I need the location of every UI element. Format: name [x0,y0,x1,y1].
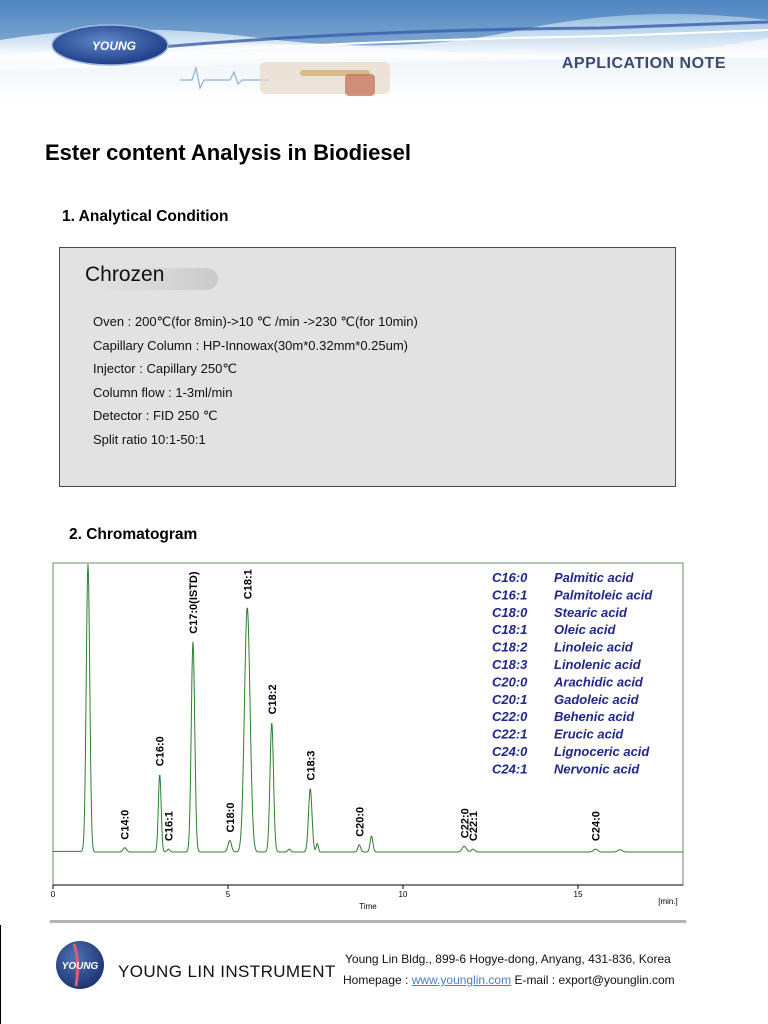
legend-name: Linolenic acid [554,657,641,672]
condition-column: Capillary Column : HP-Innowax(30m*0.32mm*0.25um) [93,337,409,353]
legend-name: Arachidic acid [554,674,643,690]
x-tick-label: 5 [225,890,231,899]
footer-logo-text: YOUNG [61,961,99,972]
legend-name: Linoleic acid [554,639,633,655]
condition-injector: Injector : Capillary 250℃ [93,361,237,376]
email-text: E-mail : export@younglin.com [514,973,675,987]
legend-code: C18:0 [492,604,528,620]
x-axis-label: Time [359,902,377,911]
legend-code: C24:1 [492,761,528,777]
x-tick-label: 0 [50,890,56,899]
peak-label: C17:0(ISTD) [188,571,200,634]
legend-name: Oleic acid [554,622,616,638]
legend-code: C18:1 [492,622,528,638]
condition-column-flow: Column flow : 1-3ml/min [93,384,233,400]
legend-code: C18:2 [492,639,528,655]
company-name: YOUNG LIN INSTRUMENT [118,962,336,981]
analytical-condition-box [59,247,676,487]
peak-label: C16:0 [154,736,167,767]
legend-code: C22:1 [492,726,528,742]
condition-list [93,310,418,451]
x-tick-label: 15 [573,890,583,899]
company-address: Young Lin Bldg., 899-6 Hogye-dong, Anyang, 431-836, Korea [345,952,671,966]
document-title: Ester content Analysis in Biodiesel [45,140,411,165]
header-logo-text: YOUNG [92,39,137,53]
peak-label: C16:1 [163,811,176,842]
legend-name: Stearic acid [554,604,627,620]
banner-graphic [0,0,768,100]
peak-label: C24:0 [590,811,603,842]
x-tick-group [51,885,583,899]
legend-name: Lignoceric acid [554,744,650,759]
legend-name: Behenic acid [554,709,635,725]
legend-name: Gadoleic acid [554,691,639,707]
homepage-link[interactable]: www.younglin.com [411,973,512,987]
peak-label: C18:0 [224,802,237,833]
condition-oven: Oven : 200℃(for 8min)->10 ℃ /min ->230 ℃(for 10min) [93,314,418,329]
homepage-label: Homepage : [343,973,409,987]
legend-code: C20:1 [492,691,528,707]
legend-code: C18:3 [492,657,528,672]
legend-name: Erucic acid [554,726,624,742]
legend-code: C24:0 [492,744,528,759]
legend-name: Nervonic acid [554,761,640,777]
peak-label: C20:0 [354,806,367,837]
chromatogram-chart [46,560,692,916]
legend-code: C22:0 [492,709,528,725]
instrument-name: Chrozen [85,263,165,286]
condition-split-ratio: Split ratio 10:1-50:1 [93,431,206,447]
peak-label: C22:1 [468,811,480,842]
peak-label: C14:0 [119,809,132,840]
contact-line [343,973,675,987]
x-axis-unit: [min.] [658,897,678,906]
legend-code: C16:1 [492,587,528,603]
legend-code: C20:0 [492,674,528,690]
peak-label: C18:1 [242,569,255,600]
condition-detector: Detector : FID 250 ℃ [93,408,218,423]
peak-label: C22:0 [459,808,472,839]
x-tick-label: 10 [398,890,408,899]
header-banner [0,0,768,100]
peak-label: C18:2 [266,684,279,715]
footer-divider [50,920,686,923]
peak-label: C18:3 [305,750,318,781]
legend-name: Palmitoleic acid [554,587,653,603]
company-logo-icon [54,940,108,990]
legend-name: Palmitic acid [554,570,634,585]
left-edge-rule [0,925,1,1024]
legend-code: C16:0 [492,570,528,585]
section-heading-chromatogram: 2. Chromatogram [69,526,198,543]
section-heading-analytical-condition: 1. Analytical Condition [62,208,229,225]
application-note-label: APPLICATION NOTE [561,55,726,72]
